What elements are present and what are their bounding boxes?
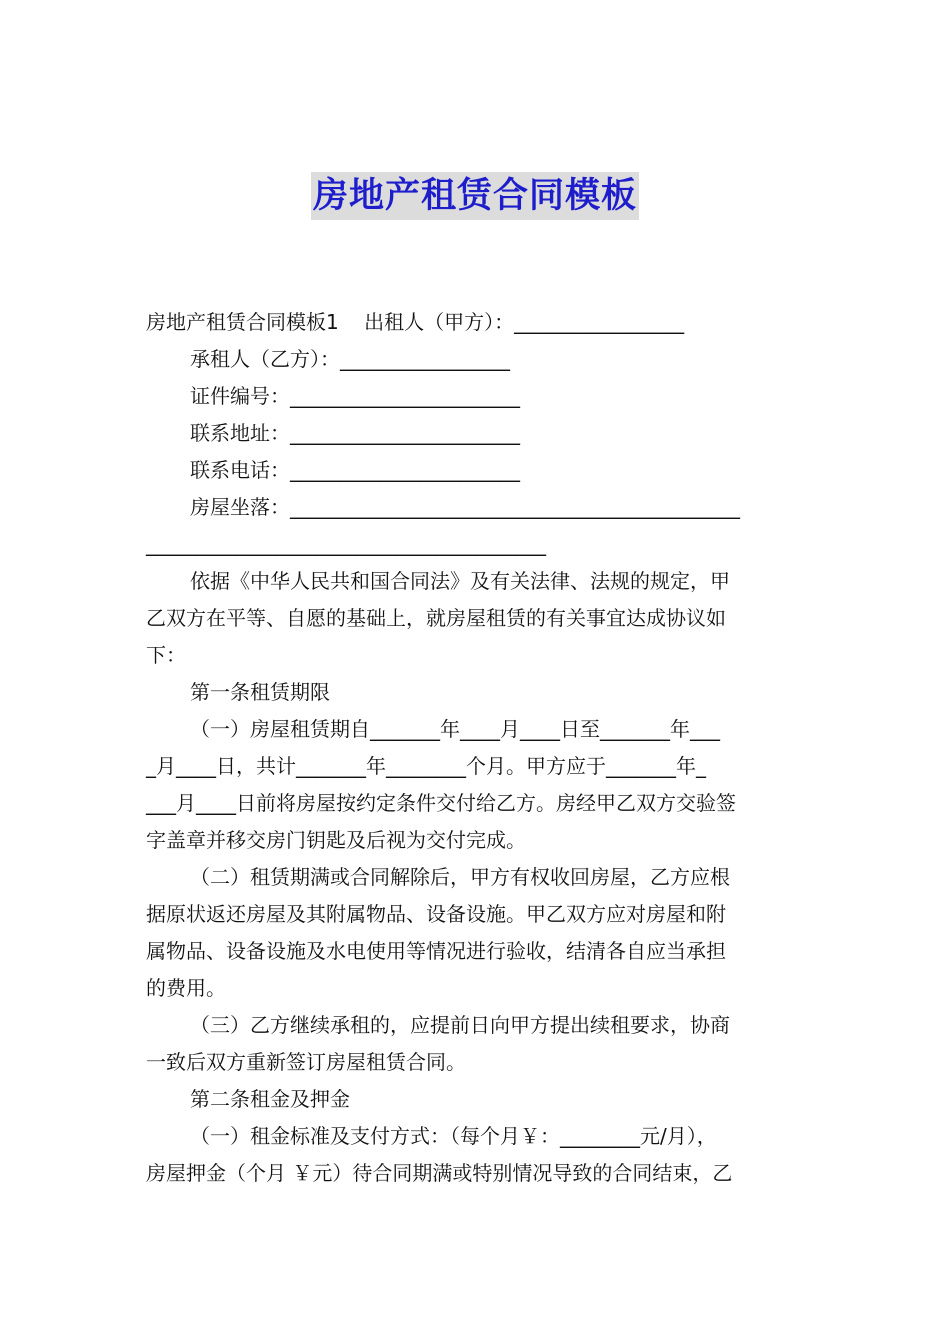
text-line: ________________________________________ <box>146 532 546 556</box>
text-line: _月____日，共计_______年________个月。甲方应于_______年_ <box>146 754 706 778</box>
text-line: （一）房屋租赁期自_______年____月____日至_______年___ <box>190 717 720 741</box>
text-line: （一）租金标准及支付方式：（每个月￥：________元/月）， <box>190 1124 717 1148</box>
text-line: 依据《中华人民共和国合同法》及有关法律、法规的规定，甲 <box>190 569 730 593</box>
text-line: 房地产租赁合同模板1 出租人（甲方）：_________________ <box>146 310 685 334</box>
text-line: 属物品、设备设施及水电使用等情况进行验收，结清各自应当承担 <box>146 939 726 963</box>
text-line: 承租人（乙方）：_________________ <box>190 347 510 371</box>
text-line: 房屋押金（个月 ￥元）待合同期满或特别情况导致的合同结束，乙 <box>146 1161 733 1185</box>
text-line: 联系电话：_______________________ <box>190 458 520 482</box>
section-heading: 第一条租赁期限 <box>190 680 330 704</box>
text-line: 一致后双方重新签订房屋租赁合同。 <box>146 1050 466 1074</box>
text-line: 下： <box>146 643 186 667</box>
text-line: 的费用。 <box>146 976 226 1000</box>
text-line: （二）租赁期满或合同解除后，甲方有权收回房屋，乙方应根 <box>190 865 730 889</box>
document-title-text: 房地产租赁合同模板 <box>311 172 639 220</box>
text-line: 字盖章并移交房门钥匙及后视为交付完成。 <box>146 828 526 852</box>
text-line: 房屋坐落：_____________________________________________ <box>190 495 740 519</box>
text-line: ___月____日前将房屋按约定条件交付给乙方。房经甲乙双方交验签 <box>146 791 736 815</box>
text-line: 证件编号：_______________________ <box>190 384 520 408</box>
text-line: 据原状返还房屋及其附属物品、设备设施。甲乙双方应对房屋和附 <box>146 902 726 926</box>
section-heading: 第二条租金及押金 <box>190 1087 350 1111</box>
document-body <box>146 304 810 1192</box>
document-title <box>0 172 950 220</box>
text-line: 联系地址：_______________________ <box>190 421 520 445</box>
text-line: 乙双方在平等、自愿的基础上，就房屋租赁的有关事宜达成协议如 <box>146 606 726 630</box>
text-line: （三）乙方继续承租的，应提前日向甲方提出续租要求，协商 <box>190 1013 730 1037</box>
